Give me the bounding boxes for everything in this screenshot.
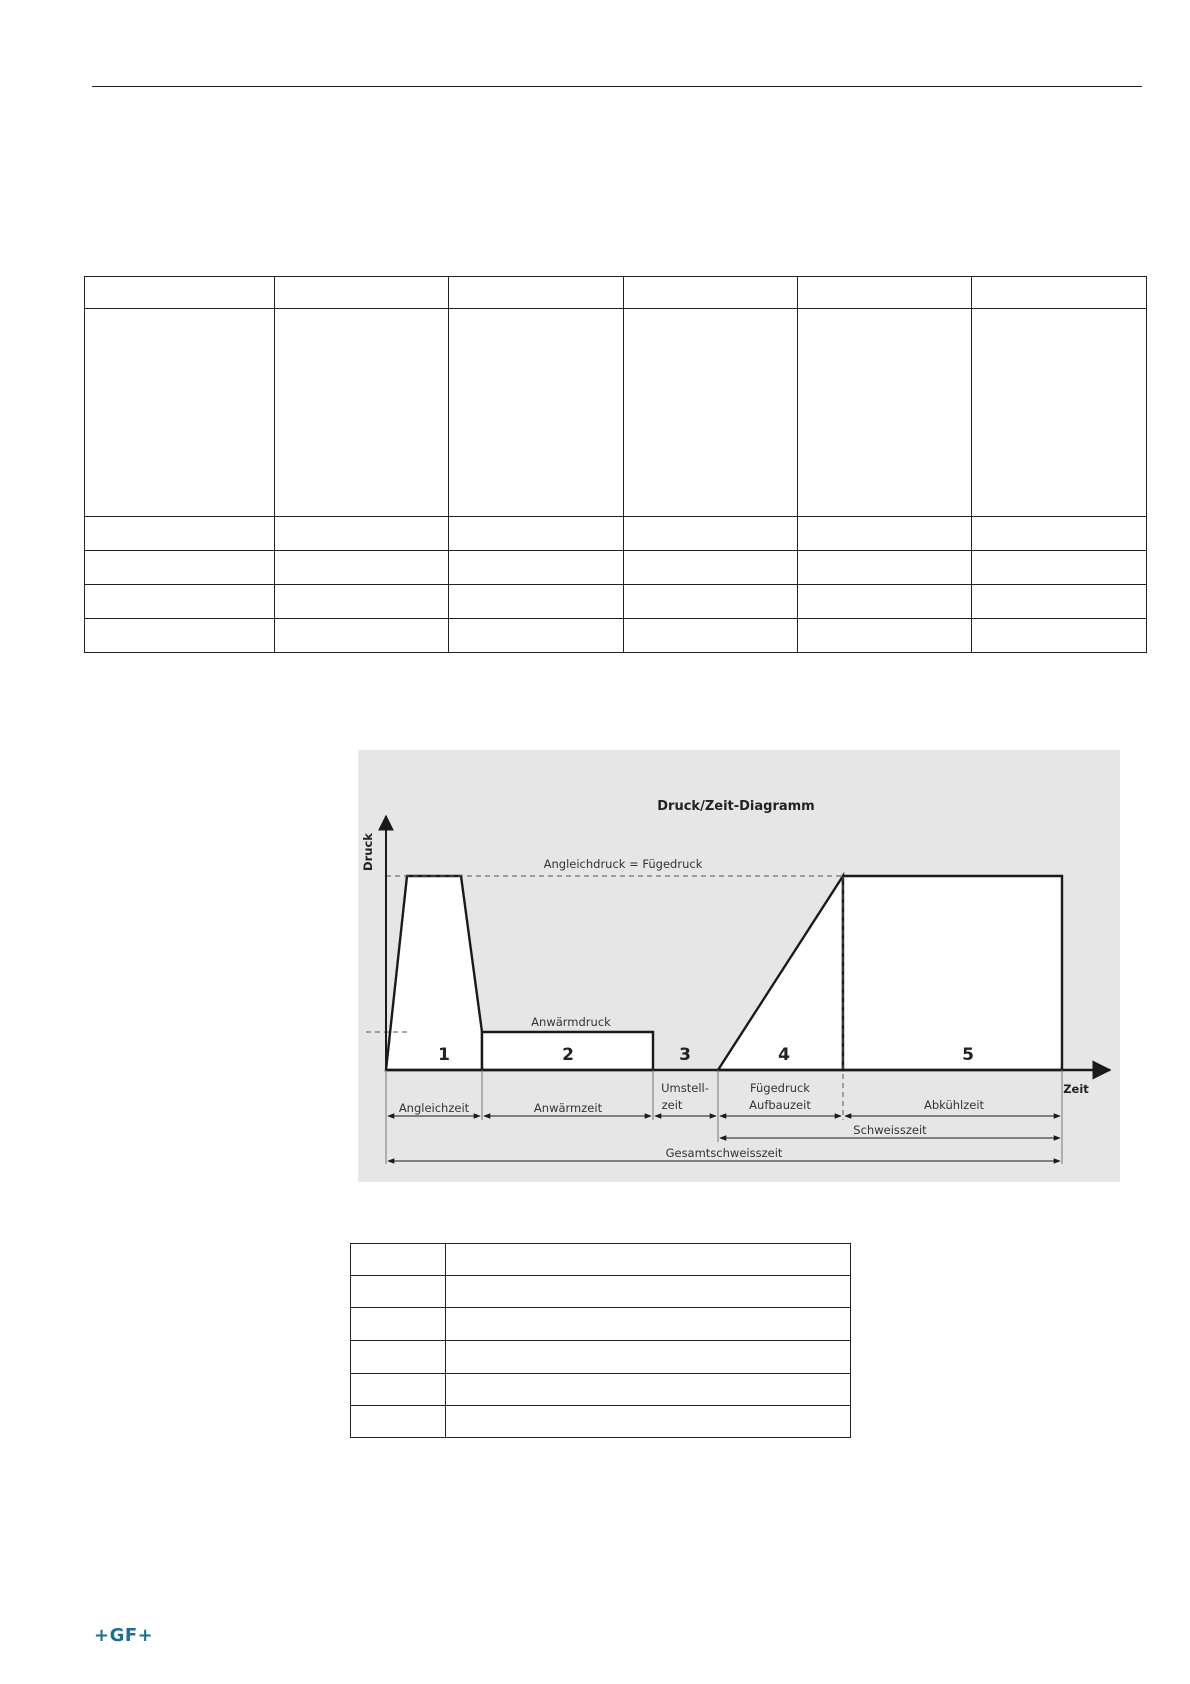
table-cell bbox=[972, 551, 1147, 585]
table-row bbox=[351, 1308, 851, 1341]
table-cell bbox=[623, 585, 797, 619]
table-row bbox=[351, 1276, 851, 1308]
x-axis-label: Zeit bbox=[1063, 1082, 1089, 1096]
table-cell bbox=[972, 277, 1147, 309]
phase-number-5: 5 bbox=[962, 1045, 974, 1065]
table-cell bbox=[351, 1308, 446, 1341]
phase-number-1: 1 bbox=[438, 1045, 450, 1065]
table-cell bbox=[274, 277, 448, 309]
table-row bbox=[85, 277, 1147, 309]
label-angleichzeit: Angleichzeit bbox=[398, 1101, 470, 1115]
table-row bbox=[85, 517, 1147, 551]
table-cell bbox=[351, 1374, 446, 1406]
label-fuegedruck-line2: Aufbauzeit bbox=[749, 1098, 811, 1112]
table-cell bbox=[797, 277, 971, 309]
table-cell bbox=[797, 309, 971, 517]
table-row bbox=[85, 551, 1147, 585]
table-cell bbox=[449, 309, 623, 517]
table-cell bbox=[445, 1276, 850, 1308]
header-rule bbox=[92, 86, 1142, 87]
table-cell bbox=[85, 585, 275, 619]
table-cell bbox=[449, 551, 623, 585]
table-cell bbox=[351, 1276, 446, 1308]
table-cell bbox=[85, 619, 275, 653]
label-umstellzeit-line2: zeit bbox=[661, 1098, 683, 1112]
gf-logo: +GF+ bbox=[94, 1625, 154, 1646]
parameter-table bbox=[84, 276, 1147, 653]
table-row bbox=[351, 1374, 851, 1406]
table-cell bbox=[623, 619, 797, 653]
pressure-low-label: Anwärmdruck bbox=[531, 1015, 611, 1029]
table-cell bbox=[972, 619, 1147, 653]
table-cell bbox=[972, 517, 1147, 551]
table-cell bbox=[274, 309, 448, 517]
table-row bbox=[85, 585, 1147, 619]
table-cell bbox=[797, 517, 971, 551]
table-cell bbox=[972, 585, 1147, 619]
table-cell bbox=[623, 551, 797, 585]
table-cell bbox=[445, 1406, 850, 1438]
table-cell bbox=[623, 517, 797, 551]
table-cell bbox=[274, 517, 448, 551]
table-cell bbox=[445, 1374, 850, 1406]
table-row bbox=[85, 309, 1147, 517]
table-row bbox=[85, 619, 1147, 653]
table-cell bbox=[972, 309, 1147, 517]
table-cell bbox=[623, 277, 797, 309]
table-row bbox=[351, 1244, 851, 1276]
phase-number-4: 4 bbox=[778, 1045, 790, 1065]
phase-4-shape bbox=[718, 876, 843, 1070]
table-cell bbox=[85, 309, 275, 517]
table-cell bbox=[449, 619, 623, 653]
label-gesamtschweisszeit: Gesamtschweisszeit bbox=[665, 1146, 783, 1160]
table-cell bbox=[274, 619, 448, 653]
pressure-high-label: Angleichdruck = Fügedruck bbox=[543, 857, 703, 871]
table-cell bbox=[797, 619, 971, 653]
label-schweisszeit: Schweisszeit bbox=[853, 1123, 927, 1137]
table-cell bbox=[85, 277, 275, 309]
table-cell bbox=[623, 309, 797, 517]
table-cell bbox=[449, 517, 623, 551]
phase-number-2: 2 bbox=[562, 1045, 574, 1065]
label-abkuehlzeit: Abkühlzeit bbox=[923, 1098, 985, 1112]
table-cell bbox=[351, 1244, 446, 1276]
table-cell bbox=[85, 551, 275, 585]
table-cell bbox=[445, 1341, 850, 1374]
phase-number-3: 3 bbox=[679, 1045, 691, 1065]
table-cell bbox=[449, 585, 623, 619]
phase-legend-table bbox=[350, 1243, 851, 1438]
label-umstellzeit-line1: Umstell- bbox=[661, 1081, 709, 1095]
pressure-time-diagram bbox=[358, 750, 1120, 1182]
diagram-svg bbox=[358, 750, 1120, 1182]
y-axis-label: Druck bbox=[361, 833, 375, 871]
table-cell bbox=[274, 551, 448, 585]
label-anwaermzeit: Anwärmzeit bbox=[533, 1101, 603, 1115]
table-cell bbox=[85, 517, 275, 551]
table-row bbox=[351, 1341, 851, 1374]
table-cell bbox=[445, 1244, 850, 1276]
table-cell bbox=[797, 551, 971, 585]
table-cell bbox=[351, 1341, 446, 1374]
label-fuegedruck-line1: Fügedruck bbox=[750, 1081, 810, 1095]
phase-1-shape bbox=[386, 876, 482, 1070]
table-cell bbox=[449, 277, 623, 309]
table-cell bbox=[274, 585, 448, 619]
table-cell bbox=[797, 585, 971, 619]
table-cell bbox=[351, 1406, 446, 1438]
table-cell bbox=[445, 1308, 850, 1341]
phase-5-shape bbox=[843, 876, 1062, 1070]
table-row bbox=[351, 1406, 851, 1438]
diagram-title: Druck/Zeit-Diagramm bbox=[657, 799, 815, 814]
